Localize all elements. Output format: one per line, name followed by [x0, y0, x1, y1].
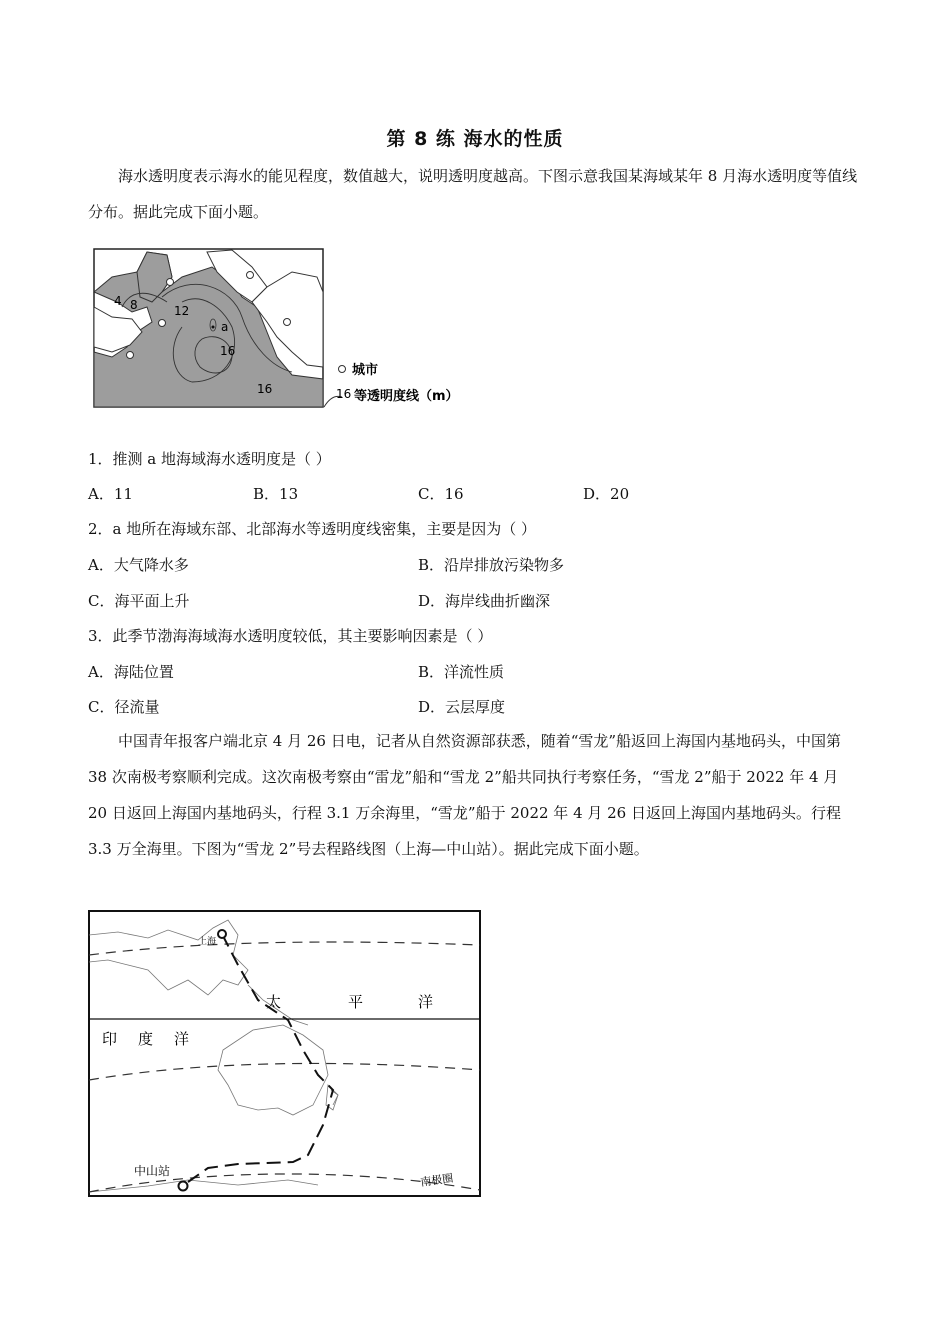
pacific-label-2: 平 [348, 993, 364, 1011]
zhongshan-label: 中山站 [134, 1164, 171, 1178]
q1-option-b: B．13 [253, 485, 299, 503]
q3-option-c: C．径流量 [88, 698, 160, 716]
q3-option-a: A．海陆位置 [88, 663, 174, 681]
city-legend-icon [339, 366, 346, 373]
shanghai-label: 上海 [198, 937, 217, 947]
legend-isoline: 等透明度线（m） [354, 389, 459, 404]
route-map [88, 910, 483, 1198]
question-1-stem: 1．推测 a 地海域海水透明度是（ ） [88, 450, 331, 468]
isoline-label-16b: 16 [257, 382, 273, 396]
page-title: 第 8 练 海水的性质 [386, 128, 564, 150]
isoline-label-4: 4 [114, 294, 122, 308]
q2-option-b: B．沿岸排放污染物多 [418, 556, 565, 574]
transparency-map [92, 247, 492, 412]
point-a-label: a [221, 320, 229, 334]
isoline-label-12: 12 [174, 304, 190, 318]
q2-option-c: C．海平面上升 [88, 592, 190, 610]
intro-paragraph-1: 海水透明度表示海水的能见程度，数值越大，说明透明度越高。下图示意我国某海域某年 8 月海水透明度等值线分布。据此完成下面小题。 [88, 167, 858, 221]
indian-label-2: 度 [138, 1030, 154, 1048]
legend-city: 城市 [352, 363, 379, 378]
indian-label-1: 印 [102, 1030, 118, 1048]
q3-option-b: B．洋流性质 [418, 663, 505, 681]
antarctic-circle-label: 南极圈 [419, 1171, 455, 1189]
isoline-label-8: 8 [130, 298, 138, 312]
zhongshan-marker [179, 1182, 188, 1191]
pacific-label-1: 太 [266, 993, 282, 1011]
legend-isoline-value: 16 [336, 387, 352, 401]
question-3-stem: 3．此季节渤海海域海水透明度较低，其主要影响因素是（ ） [88, 627, 493, 645]
q1-option-c: C．16 [418, 485, 464, 503]
q2-option-a: A．大气降水多 [88, 556, 189, 574]
question-2-stem: 2．a 地所在海域东部、北部海水等透明度线密集，主要是因为（ ） [88, 520, 537, 538]
q1-option-d: D．20 [583, 485, 630, 503]
isoline-label-16a: 16 [220, 344, 236, 358]
q1-option-a: A．11 [88, 485, 133, 503]
intro-paragraph-2: 中国青年报客户端北京 4 月 26 日电，记者从自然资源部获悉，随着“雪龙”船返回上海国内基地码头，中国第 38 次南极考察顺利完成。这次南极考察由“雷龙”船和“雪龙 2”船共同执行考察任务，“雪龙 2”船于 2022 年 4 月 20 日返回上海国内基地码头，行程 3.1 万余海里，“雪龙”船于 2022 年 4 月 26 日返回上海国内基地码头。行程 3.3 万全海里。下图为“雪龙 2”号去程路线图（上海—中山站）。据此完成下面小题。 [88, 732, 842, 858]
indian-label-3: 洋 [174, 1030, 190, 1048]
shanghai-marker [218, 930, 226, 938]
q2-option-d: D．海岸线曲折幽深 [418, 592, 551, 610]
q3-option-d: D．云层厚度 [418, 698, 506, 716]
pacific-label-3: 洋 [418, 993, 434, 1011]
